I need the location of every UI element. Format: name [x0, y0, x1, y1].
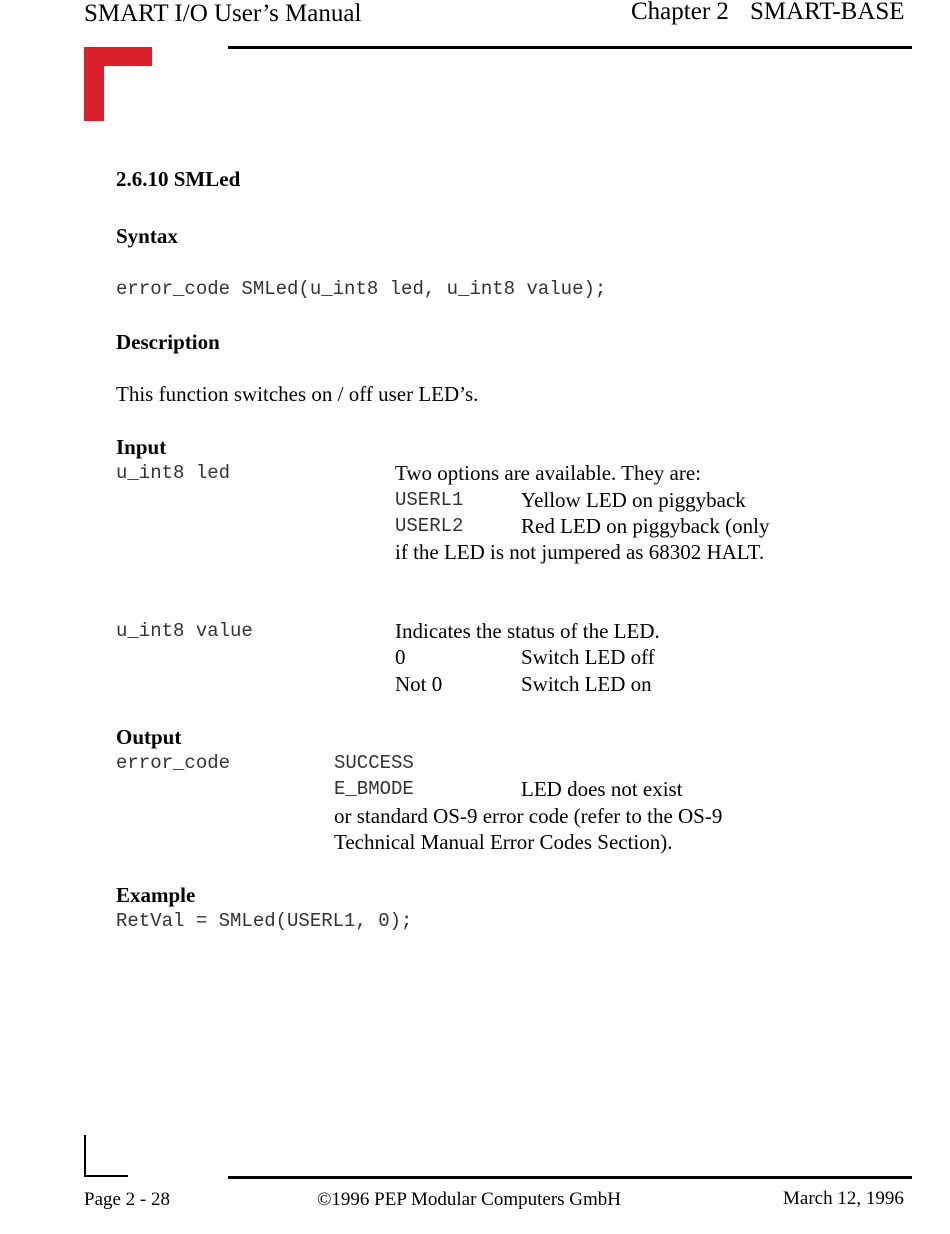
input-desc-value: Indicates the status of the LED. [395, 619, 660, 643]
option-continuation: if the LED is not jumpered as 68302 HALT. [395, 540, 765, 564]
description-heading: Description [116, 330, 220, 354]
output-heading: Output [116, 725, 182, 749]
syntax-heading: Syntax [116, 224, 178, 248]
corner-mark-icon [84, 47, 152, 121]
output-bmode-text: LED does not exist [521, 777, 683, 801]
chapter-title: SMART-BASE [750, 0, 905, 25]
footer-page-number: Page 2 - 28 [84, 1189, 171, 1210]
output-param: error_code [116, 752, 231, 774]
description-text: This function switches on / off user LED’s. [116, 382, 479, 406]
footer-date: March 12, 1996 [783, 1188, 904, 1209]
input-param-led: u_int8 led [116, 462, 231, 484]
option-text-userl1: Yellow LED on piggyback [521, 488, 746, 512]
footer-corner-vertical [84, 1135, 86, 1177]
option-code-userl1: USERL1 [395, 489, 464, 511]
input-desc-led: Two options are available. They are: [395, 461, 702, 485]
option-text-zero: Switch LED off [521, 645, 655, 669]
output-success: SUCCESS [334, 752, 414, 774]
footer-corner-horizontal [84, 1175, 128, 1177]
output-line1: or standard OS-9 error code (refer to the OS-9 [334, 804, 723, 828]
header-rule [228, 46, 912, 49]
section-title: 2.6.10 SMLed [116, 167, 241, 191]
option-code-not-zero: Not 0 [395, 672, 443, 696]
option-text-not-zero: Switch LED on [521, 672, 652, 696]
output-bmode-code: E_BMODE [334, 778, 414, 800]
example-heading: Example [116, 883, 196, 907]
chapter-label: Chapter 2 [631, 0, 729, 25]
input-param-value: u_int8 value [116, 620, 253, 642]
output-line2: Technical Manual Error Codes Section). [334, 830, 673, 854]
manual-title: SMART I/O User’s Manual [84, 0, 362, 27]
option-code-userl2: USERL2 [395, 515, 464, 537]
option-text-userl2: Red LED on piggyback (only [521, 514, 770, 538]
footer-copyright: ©1996 PEP Modular Computers GmbH [317, 1189, 622, 1210]
footer-rule [228, 1176, 912, 1179]
input-heading: Input [116, 435, 167, 459]
example-code: RetVal = SMLed(USERL1, 0); [116, 910, 413, 932]
option-code-zero: 0 [395, 645, 406, 669]
syntax-code: error_code SMLed(u_int8 led, u_int8 value); [116, 278, 607, 300]
